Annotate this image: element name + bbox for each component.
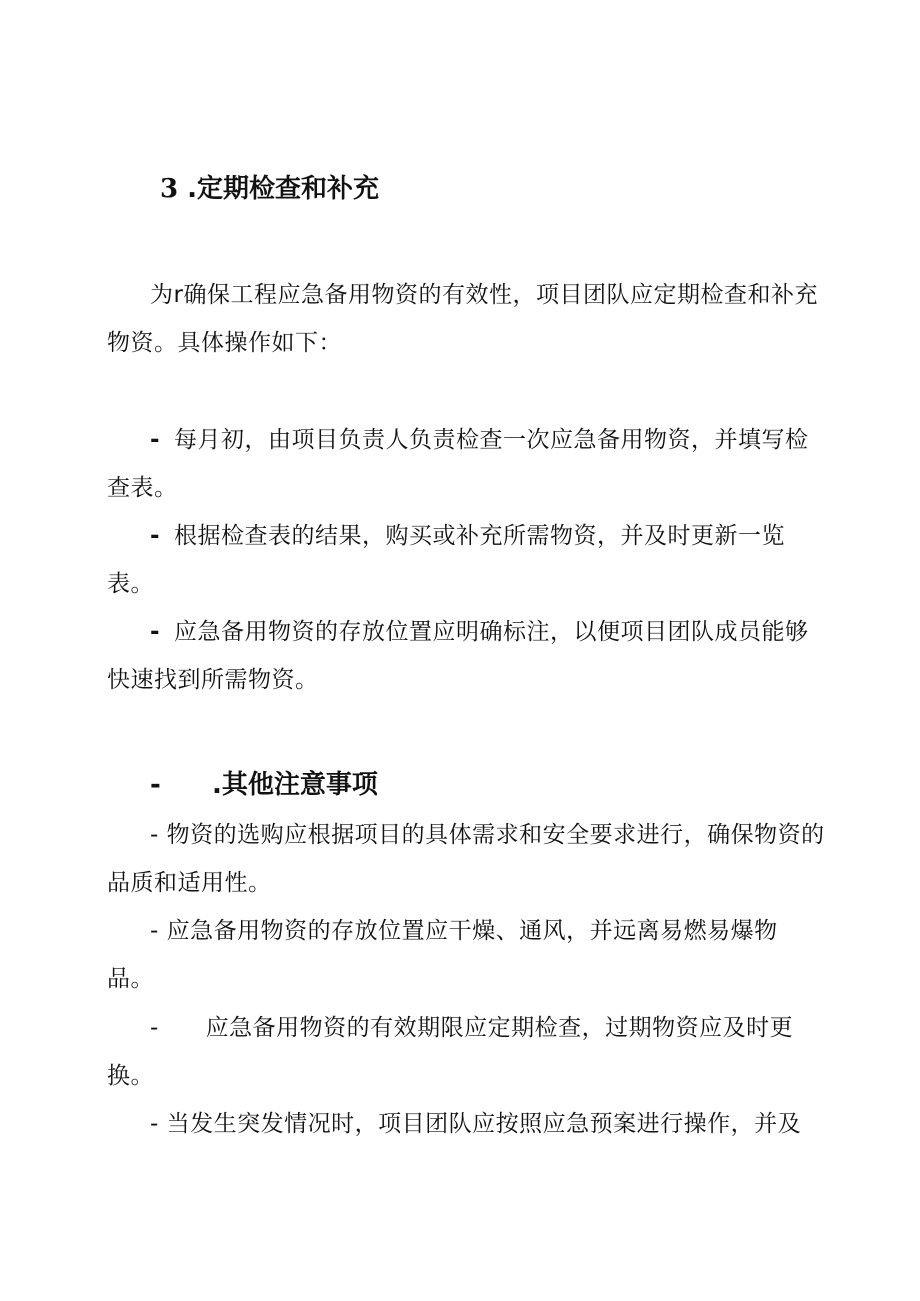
section-3-item-2-line-1: 根据检查表的结果，购买或补充所需物资，并及时更新一览 — [174, 523, 785, 549]
section-3-item-1-line-1: 每月初，由项目负责人负责检查一次应急备用物资，并填写检 — [174, 427, 809, 453]
bullet-dash: - — [150, 523, 161, 549]
section-3-item-2 — [150, 521, 785, 551]
section-4-item-3-line-2: 换。 — [107, 1063, 154, 1089]
bullet-dash: - — [150, 427, 161, 453]
bullet-dash: - — [150, 619, 161, 645]
section-3-intro-line-1: 为r确保工程应急备用物资的有效性，项目团队应定期检查和补充 — [150, 282, 818, 308]
section-3-item-2-line-2: 表。 — [107, 571, 154, 597]
section-4-item-1-line-2: 品质和适用性。 — [107, 870, 272, 896]
section-4-heading — [150, 768, 378, 802]
section-4-item-2-line-1: - 应急备用物资的存放位置应干燥、通风，并远离易燃易爆物 — [150, 918, 778, 944]
section-3-item-3-line-1: 应急备用物资的存放位置应明确标注，以便项目团队成员能够 — [174, 619, 809, 645]
section-4-title: .其他注意事项 — [212, 770, 378, 800]
section-3-item-1-line-2: 查表。 — [107, 475, 178, 501]
section-3-title: .定期检查和补充 — [187, 174, 380, 204]
section-3-item-3-line-2: 快速找到所需物资。 — [107, 667, 319, 693]
section-3-item-1 — [150, 425, 809, 455]
section-3-number: 3 — [160, 174, 179, 204]
section-3-heading — [160, 172, 379, 206]
section-4-item-4-line-1: - 当发生突发情况时，项目团队应按照应急预案进行操作，并及 — [150, 1111, 802, 1137]
section-4-item-1-line-1: - 物资的选购应根据项目的具体需求和安全要求进行，确保物资的 — [150, 822, 825, 848]
section-4-item-2-line-2: 品。 — [107, 966, 154, 992]
section-4-item-3-line-1: - 应急备用物资的有效期限应定期检查，过期物资应及时更 — [150, 1015, 794, 1041]
section-4-heading-marker: - — [150, 770, 161, 800]
section-3-item-3 — [150, 617, 809, 647]
section-3-intro-line-2: 物资。具体操作如下： — [107, 330, 342, 356]
